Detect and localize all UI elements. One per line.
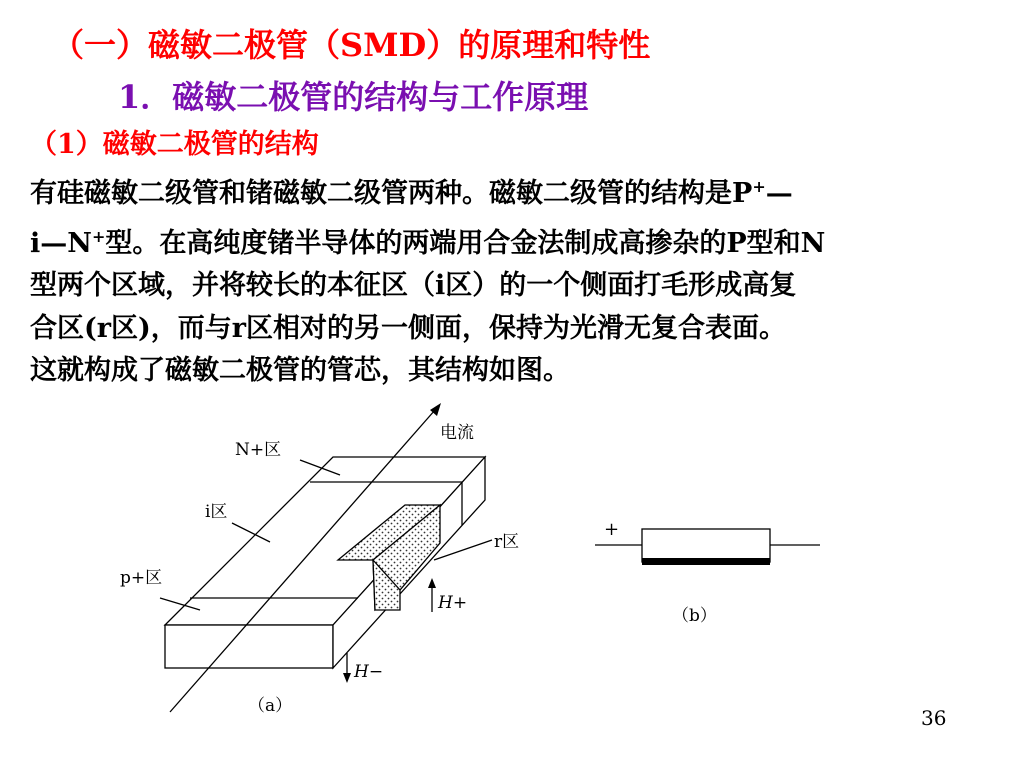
subsection-heading: （1）磁敏二极管的结构 [30,129,319,160]
paragraph-line-1-text: 有硅磁敏二级管和锗磁敏二级管两种。磁敏二级管的结构是P [30,178,753,209]
diode-block-figure-a [160,403,492,712]
page-number: 36 [921,706,947,730]
dash-text: — [765,178,793,209]
block-front-face [165,625,333,668]
paragraph-line-4: 合区(r区)，而与r区相对的另一侧面，保持为光滑无复合表面。 [30,312,786,344]
paragraph-line-2-start: i—N [30,227,92,259]
h-minus-arrowhead [343,673,351,683]
slide-title: （一）磁敏二极管（SMD）的原理和特性 [52,26,651,64]
r-region-label: r区 [494,532,520,552]
superscript-plus: + [752,177,766,196]
caption-a: （a） [248,696,293,716]
paragraph-line-3: 型两个区域，并将较长的本征区（i区）的一个侧面打毛形成高复 [30,270,797,301]
diode-body [642,529,770,562]
h-minus-label: H− [354,662,384,682]
caption-b: （b） [672,606,717,626]
diode-symbol-figure-b [595,529,820,565]
p-region-label: p+区 [120,568,163,588]
i-region-label: i区 [205,502,228,522]
n-region-label: N+区 [235,440,282,460]
plus-sign-label: + [604,519,620,540]
rough-surface-band [642,558,770,565]
section-heading: 1．磁敏二极管的结构与工作原理 [118,78,589,116]
paragraph-line-2-text: 型。在高纯度锗半导体的两端用合金法制成高掺杂的P型和N [105,227,826,259]
current-label: 电流 [440,423,474,443]
paragraph-line-5: 这就构成了磁敏二极管的管芯，其结构如图。 [30,355,570,386]
superscript-plus: + [91,226,106,246]
h-plus-arrowhead [428,578,436,588]
h-plus-label: H+ [438,593,468,613]
